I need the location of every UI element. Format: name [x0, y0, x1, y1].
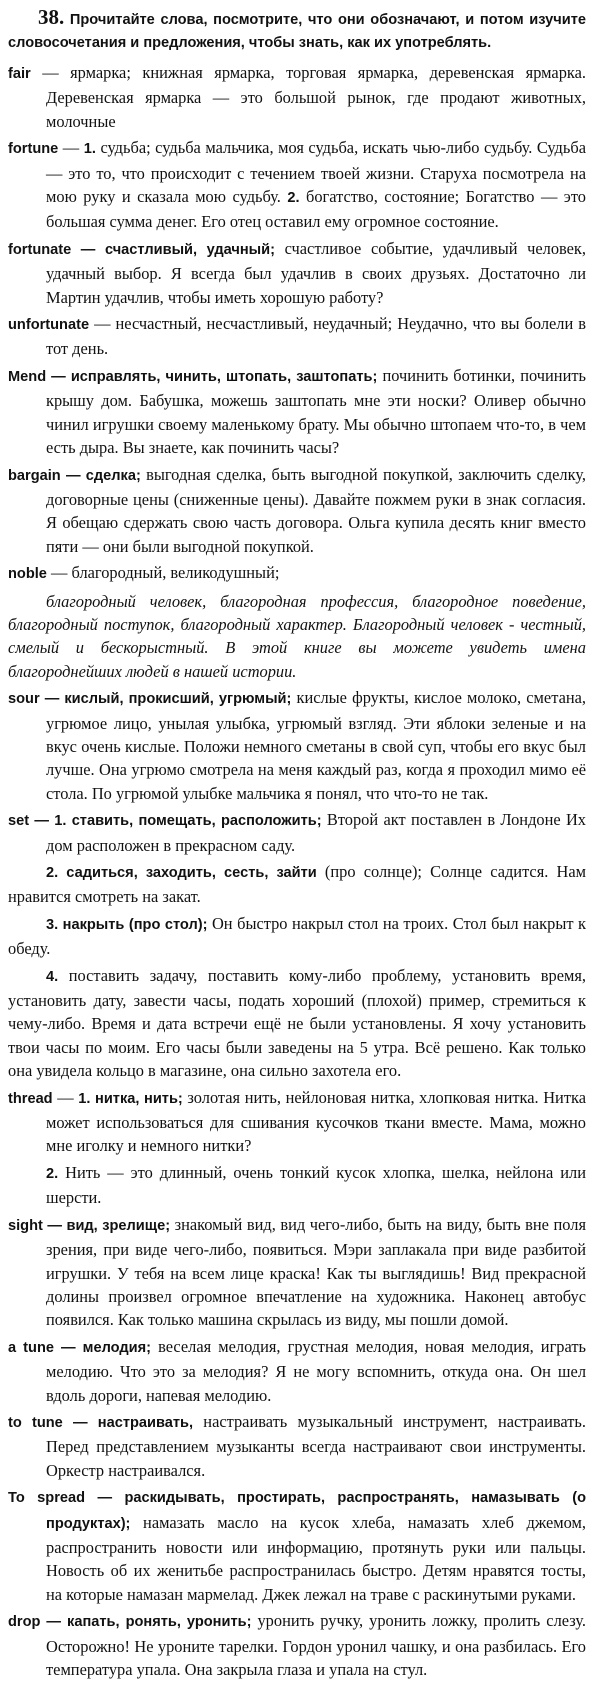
- entry-text: — несчастный, несчастливый, неудачный; Неудачно, что вы болели в тот день.: [46, 314, 586, 359]
- entry-text: судьба; судьба мальчика, моя судьба, искать чью-либо судьбу. Судьба — это то, что происходит с течением твоей жизни. Старуха посмотрела на мою руку и сказала мою судьбу.: [46, 138, 586, 207]
- entry-term-bold: Mend — исправлять, чинить, штопать, заштопать;: [8, 368, 378, 385]
- entry-text: настраивать музыкальный инструмент, настраивать. Перед представлением музыканты всегда настраивают свои инструменты. Оркестр настраивался.: [46, 1411, 586, 1480]
- vocabulary-entry: [8, 686, 586, 805]
- vocabulary-entry: [8, 1086, 586, 1158]
- vocabulary-entry: [8, 237, 586, 309]
- entry-text: намазать масло на кусок хлеба, намазать хлеб джемом, распространить новости или информацию, протянуть руки или пальцы. Новость об их женитьбе распространилась быстро. Детям нравятся тосты, на которые намазан мармелад. Джек лежал на траве с раскинутыми руками.: [46, 1512, 586, 1604]
- vocabulary-entry: [8, 61, 586, 133]
- instruction-text: Прочитайте слова, посмотрите, что они обозначают, и потом изучите словосочетания и предложения, чтобы знать, как их употреблять.: [8, 12, 586, 51]
- entry-term-bold: sour — кислый, прокисший, угрюмый;: [8, 691, 292, 708]
- entry-text: кислые фрукты, кислое молоко, сметана, угрюмое лицо, унылая улыбка, угрюмый взгляд. Эти яблоки зеленые и на вкус очень кислые. Положи немного сметаны в свой суп, чтобы его вкус был лучше. Она угрюмо смотрела на меня каждый раз, когда я проходил мимо её стола. По угрюмой улыбке мальчика я понял, что что-то не так.: [46, 688, 586, 803]
- entry-text: поставить задачу, поставить кому-либо проблему, установить время, установить дату, завести часы, подать хороший (плохой) пример, стремиться к чему-либо. Время и дата встречи ещё не были установлены. Я хочу установить твои часы по моим. Его часы были заведены на 5 утра. Всё решено. Как только она увидела кольцо в магазине, она сильно захотела его.: [8, 965, 586, 1081]
- entry-text: знакомый вид, вид чего-либо, быть на виду, быть вне поля зрения, при виде чего-либо, появиться. Мэри заплакала при виде разбитой игрушки. У тебя на всем лице краска! Как ты выглядишь! Вид прекрасной долины произвел огромное впечатление на художника. Наконец автобус появился. Как только машина скрылась из виду, мы пошли домой.: [46, 1214, 586, 1330]
- entry-text: — ярмарка; книжная ярмарка, торговая ярмарка, деревенская ярмарка. Деревенская ярмарка — это большой рынок, где продают животных, молочные: [30, 63, 586, 131]
- entry-term-bold: unfortunate: [8, 317, 90, 334]
- entry-term-bold: noble: [8, 566, 47, 583]
- entry-text: починить ботинки, починить крышу дом. Бабушка, можешь заштопать мне эти носки? Оливер обычно чинил игрушки своему маленькому брату. Мы обычно штопаем что-то, в чем есть дыра. Вы знаете, как починить часы?: [46, 365, 586, 458]
- vocabulary-entry: [8, 1213, 586, 1332]
- exercise-instruction: [8, 6, 586, 55]
- vocabulary-entry: [8, 463, 586, 559]
- entry-term-bold: To spread — раскидывать, простирать, распространять, намазывать (о продуктах);: [8, 1490, 586, 1532]
- entry-term-bold: 4.: [46, 968, 59, 985]
- vocabulary-list: [8, 61, 586, 1681]
- entry-text: — благородный, великодушный;: [46, 563, 280, 583]
- vocabulary-entry: [8, 1485, 586, 1606]
- entry-text: Он быстро накрыл стол на троих. Стол был накрыт к обеду.: [8, 913, 586, 959]
- entry-term-bold: 1. нитка, нить;: [78, 1090, 183, 1107]
- vocabulary-entry: [8, 136, 586, 234]
- entry-text: богатство, состояние; Богатство — это большая сумма денег. Его отец оставил ему огромное состояние.: [46, 187, 586, 232]
- entry-term-bold: set — 1. ставить, помещать, расположить;: [8, 813, 322, 830]
- entry-text: Нить — это длинный, очень тонкий кусок хлопка, шелка, нейлона или шерсти.: [46, 1162, 586, 1208]
- vocabulary-entry: [8, 312, 586, 361]
- entry-term-bold: fortunate — счастливый, удачный;: [8, 241, 275, 258]
- entry-term-bold: 2. садиться, заходить, сесть, зайти: [46, 865, 317, 881]
- vocabulary-entry: [8, 860, 586, 909]
- entry-term-bold: fortune: [8, 141, 59, 158]
- entry-text: —: [58, 138, 84, 158]
- entry-text: золотая нить, нейлоновая нитка, хлопковая нитка. Нитка может использоваться для сшивания кусочков ткани вместе. Мама, можно мне иголку и немного нитки?: [46, 1087, 586, 1156]
- entry-example-italic: благородный человек, благородная профессия, благородное поведение, благородный поступок, благородный характер. Благородный человек - честный, смелый и бескорыстный. В этой книге вы можете увидеть имена благороднейших людей в нашей истории.: [8, 591, 586, 681]
- entry-text: —: [52, 1087, 79, 1107]
- entry-term-bold: 1.: [83, 141, 96, 158]
- entry-term-bold: drop — капать, ронять, уронить;: [8, 1614, 252, 1631]
- entry-term-bold: sight — вид, зрелище;: [8, 1217, 171, 1234]
- vocabulary-entry: [8, 1335, 586, 1407]
- entry-term-bold: 2.: [46, 1165, 59, 1182]
- entry-term-bold: thread: [8, 1090, 53, 1107]
- entry-text: веселая мелодия, грустная мелодия, новая мелодия, играть мелодию. Что это за мелодия? Я не могу вспомнить, откуда она. Он шел вдоль дороги, напевая мелодию.: [46, 1336, 586, 1405]
- entry-term-bold: to tune — настраивать,: [8, 1414, 194, 1431]
- exercise-number: 38.: [38, 5, 65, 29]
- vocabulary-entry: [8, 808, 586, 857]
- vocabulary-entry: [8, 912, 586, 961]
- entry-text: выгодная сделка, быть выгодной покупкой, заключить сделку, договорные цены (сниженные цены). Давайте пожмем руки в знак согласия. Я обещаю сдержать свою часть договора. Ольга купила десять книг вместо пяти — они были выгодной покупкой.: [46, 464, 586, 556]
- vocabulary-entry: [8, 1161, 586, 1210]
- vocabulary-entry: [8, 364, 586, 460]
- entry-term-bold: 3. накрыть (про стол);: [46, 916, 208, 933]
- entry-text: Второй акт поставлен в Лондоне Их дом расположен в прекрасном саду.: [46, 810, 587, 855]
- entry-text: уронить ручку, уронить ложку, пролить слезу. Осторожно! Не уроните тарелки. Гордон уронил чашку, и она разбилась. Его температура упала. Она закрыла глаза и упала на стул.: [46, 1611, 587, 1679]
- vocabulary-entry: [8, 561, 586, 586]
- entry-term-bold: a tune — мелодия;: [8, 1339, 151, 1356]
- entry-term-bold: bargain — сделка;: [8, 467, 141, 484]
- vocabulary-entry: [8, 964, 586, 1083]
- entry-term-bold: 2.: [287, 190, 300, 207]
- vocabulary-entry: [8, 590, 586, 684]
- entry-text: (про солнце); Солнце садится. Нам нравится смотреть на закат.: [8, 862, 586, 907]
- entry-text: счастливое событие, удачливый человек, удачный выбор. Я всегда был удачлив в своих друзьях. Достаточно ли Мартин удачлив, чтобы иметь хорошую работу?: [46, 238, 586, 307]
- entry-term-bold: fair: [8, 66, 31, 82]
- vocabulary-entry: [8, 1410, 586, 1482]
- vocabulary-entry: [8, 1609, 586, 1681]
